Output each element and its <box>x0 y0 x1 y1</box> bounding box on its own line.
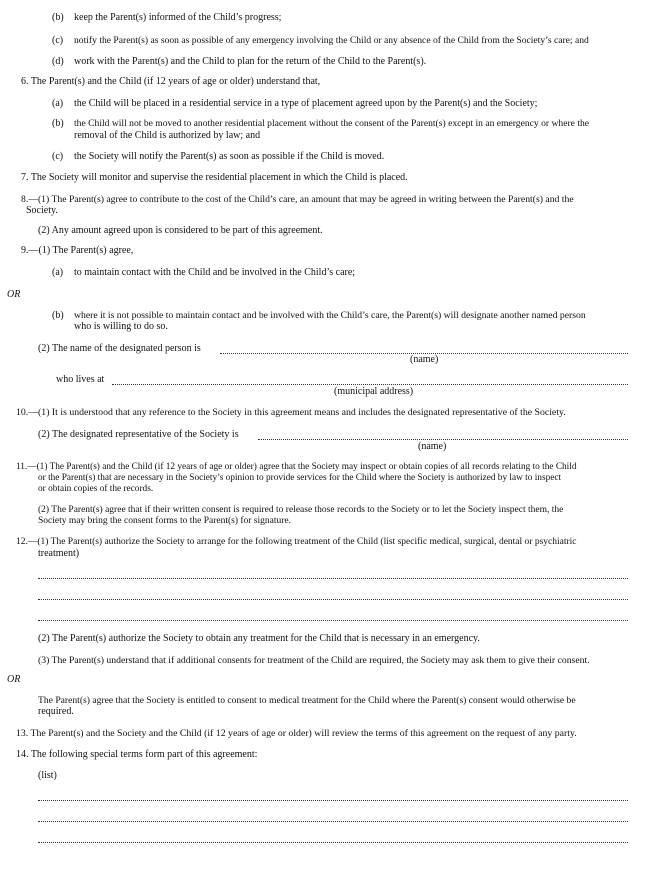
clause-6c-marker: (c) <box>52 151 64 162</box>
clause-9b-line1: where it is not possible to maintain contact and be involved with the Child’s care, the Parent(s) will designate another named person <box>74 310 586 321</box>
or-label-1: OR <box>7 289 21 300</box>
clause-14-list-label: (list) <box>38 770 57 781</box>
clause-12-alt-line1: The Parent(s) agree that the Society is entitled to consent to medical treatment for the Child where the Parent(s) consent would otherwise be <box>38 695 576 706</box>
clause-10-1: 10.—(1) It is understood that any reference to the Society in this agreement means and includes the designated representative of the Society. <box>16 407 566 418</box>
clause-6c-text: the Society will notify the Parent(s) as soon as possible if the Child is moved. <box>74 151 385 162</box>
clause-5b-marker: (b) <box>52 12 64 23</box>
clause-9-lives-label: who lives at <box>56 374 105 385</box>
clause-8-2: (2) Any amount agreed upon is considered to be part of this agreement. <box>38 225 323 236</box>
clause-12-line2: treatment) <box>38 548 80 559</box>
clause-14-heading: 14. The following special terms form part of this agreement: <box>16 749 258 760</box>
treatment-line-1[interactable] <box>38 577 628 579</box>
representative-name-caption: (name) <box>418 441 447 452</box>
clause-11-2-line2: Society may bring the consent forms to the Parent(s) for signature. <box>38 516 292 526</box>
clause-10-2-label: (2) The designated representative of the Society is <box>38 429 239 440</box>
clause-6-heading: 6. The Parent(s) and the Child (if 12 years of age or older) understand that, <box>21 76 321 87</box>
clause-12-2: (2) The Parent(s) authorize the Society to obtain any treatment for the Child that is necessary in an emergency. <box>38 633 480 644</box>
special-terms-line-1[interactable] <box>38 799 628 801</box>
clause-13: 13. The Parent(s) and the Society and the Child (if 12 years of age or older) will review the terms of this agreement on the request of any party. <box>16 728 577 739</box>
clause-9-2-label: (2) The name of the designated person is <box>38 343 201 354</box>
clause-5b-text: keep the Parent(s) informed of the Child’s progress; <box>74 12 282 23</box>
treatment-line-2[interactable] <box>38 598 628 600</box>
clause-11-line2: or the Parent(s) that are necessary in the Society’s opinion to provide services for the Child where the Society is authorized by law to inspect <box>38 473 562 483</box>
or-label-2: OR <box>7 674 21 685</box>
address-caption: (municipal address) <box>334 386 414 397</box>
clause-11-2-line1: (2) The Parent(s) agree that if their written consent is required to release those records to the Society or to let the Society inspect them, the <box>38 505 564 515</box>
clause-6a-marker: (a) <box>52 98 64 109</box>
clause-8-line2: Society. <box>26 205 58 216</box>
clause-11-line1: 11.—(1) The Parent(s) and the Child (if 12 years of age or older) agree that the Society may inspect or obtain copies of all records relating to the Child <box>16 462 577 472</box>
clause-5c-marker: (c) <box>52 35 64 46</box>
clause-5d-text: work with the Parent(s) and the Child to plan for the return of the Child to the Parent(s). <box>74 56 427 67</box>
clause-9a-text: to maintain contact with the Child and be involved in the Child’s care; <box>74 267 356 278</box>
clause-5c-text: notify the Parent(s) as soon as possible of any emergency involving the Child or any absence of the Child from the Society’s care; and <box>74 35 589 46</box>
treatment-line-3[interactable] <box>38 619 628 621</box>
clause-5d-marker: (d) <box>52 56 64 67</box>
clause-12-3: (3) The Parent(s) understand that if additional consents for treatment of the Child are required, the Society may ask them to give their consent. <box>38 655 590 666</box>
clause-9a-marker: (a) <box>52 267 64 278</box>
clause-9b-marker: (b) <box>52 310 64 321</box>
clause-12-alt-line2: required. <box>38 706 74 717</box>
clause-6b-marker: (b) <box>52 118 64 129</box>
clause-8-line1: 8.—(1) The Parent(s) agree to contribute to the cost of the Child’s care, an amount that may be agreed in writing between the Parent(s) and the <box>21 194 574 205</box>
clause-6a-text: the Child will be placed in a residential service in a type of placement agreed upon by the Parent(s) and the Society; <box>74 98 538 109</box>
clause-9b-line2: who is willing to do so. <box>74 321 168 332</box>
designated-person-address-field[interactable] <box>112 383 628 385</box>
designated-person-name-caption: (name) <box>410 354 439 365</box>
special-terms-line-3[interactable] <box>38 841 628 843</box>
clause-6b-line2: removal of the Child is authorized by law; and <box>74 130 261 141</box>
clause-11-line3: or obtain copies of the records. <box>38 484 154 494</box>
society-representative-name-field[interactable] <box>258 438 628 440</box>
clause-12-line1: 12.—(1) The Parent(s) authorize the Society to arrange for the following treatment of the Child (list specific medical, surgical, dental or psychiatric <box>16 537 577 547</box>
clause-9-heading: 9.—(1) The Parent(s) agree, <box>21 245 134 256</box>
clause-7: 7. The Society will monitor and supervise the residential placement in which the Child is placed. <box>21 172 408 183</box>
special-terms-line-2[interactable] <box>38 820 628 822</box>
clause-6b-line1: the Child will not be moved to another residential placement without the consent of the Parent(s) except in an emergency or where the <box>74 118 590 129</box>
